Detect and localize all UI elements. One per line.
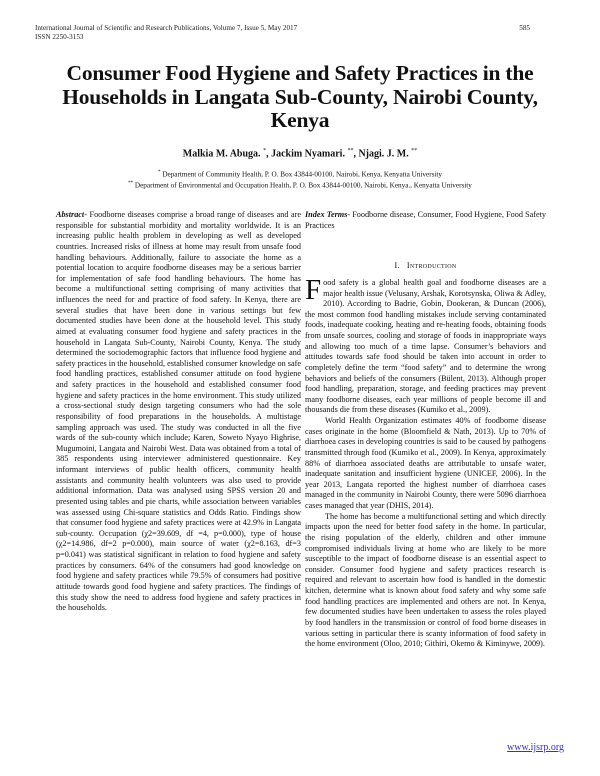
author-name: , Jackim Nyamari. <box>266 148 348 160</box>
section-heading-introduction: I. Introduction <box>394 261 457 271</box>
issn: ISSN 2250-3153 <box>35 33 84 41</box>
abstract-label: Abstract <box>56 210 85 219</box>
index-terms-text: - Foodborne disease, Consumer, Food Hygiene, Food Safety Practices <box>305 210 547 230</box>
abstract-text: - Foodborne diseases comprise a broad range of diseases and are responsible for substantial morbidity and mortality worldwide. It is an increasing public health problem in developing as well as developed countries. Increased risks of illness at home may result from unsafe food handling behaviours. Additionally, failure to associate the home as a potential location to acquire foodborne diseases may be a serious barrier for implementation of safe food handling behaviours. The home has become a multifunctional setting comprising of many activities that influences the need for and practice of food safety. In Kenya, there are several studies that have been done in various settings but few documented studies have been done at the household level. This study aimed at evaluating consumer food hygiene and safety practices in the household in Langata Sub-County, Nairobi County, Kenya. The study determined the sociodemographic factors that influence food hygiene and safety practices in the household, established consumer knowledge on safe food handling practices, established consumer attitude on food hygiene and safety practices in the household and established consumer food hygiene and safety practices in the home environment. This study utilized a cross-sectional study design targeting consumers who had the sole responsibility of food preparations in the households. A multistage sampling approach was used. The study was conducted in all the five wards of the sub-county which include; Karen, Soweto Nyayo Highrise, Mugumoini, Langata and Nairobi West. Data was obtained from a total of 385 respondents using interviewer administered questionnaire. Key informant interviews of public health officers, community health assistants and community health volunteers was also used to provide additional information. Data was analysed using SPSS version 20 and presented using tables and pie charts, while association between variables was assessed using Chi-square statistics and Odds Ratio. Findings show that consumer food hygiene and safety practices were at 42.9% in Langata sub-county. Occupation (χ2=39.609, df =4, p=0.000), type of house (χ2=14.986, df=2 p=0.000), main source of water (χ2=8.163, df=3 p=0.041) was statistical significant in relation to food hygiene and safety practices by consumers. 64% of the consumers had good knowledge on food hygiene and safety practices while 79.5% of consumers had positive attitude towards good food hygiene and safety practices. The findings of this study show the need to address food hygiene and safety practices in the households. <box>56 210 301 613</box>
running-header <box>35 24 297 42</box>
drop-cap: F <box>305 273 322 306</box>
author-name: Malkia M. Abuga. <box>182 148 264 160</box>
intro-paragraph-2: World Health Organization estimates 40% of foodborne disease cases originate in the home (Bloomfield & Nath, 2013). Up to 70% of diarrhoea cases in developing countries is said to be caused by pathogens transmitted through food (Kumiko et al., 2009). In Kenya, approximately 88% of diarrhoea associated deaths are attributable to unsafe water, inadequate sanitation and insufficient hygiene (UNICEF, 2006). In the year 2013, Langata reported the highest number of diarrhoea cases managed in the community in Nairobi County, there were 5096 diarrhoea cases managed that year (DHIS, 2014). <box>305 416 546 510</box>
affiliations <box>40 168 560 191</box>
author-mark: ** <box>347 148 354 154</box>
author-name: , Njagi. J. M. <box>353 148 412 160</box>
abstract <box>56 210 301 614</box>
journal-citation: International Journal of Scientific and Research Publications, Volume 7, Issue 5, May 2017 <box>35 24 298 32</box>
title-line-3: Kenya <box>270 108 330 132</box>
intro-paragraph-1: Food safety is a global health goal and foodborne diseases are a major health issue (Velusany, Arshak, Korotsynska, Oliwa & Adley, 2010). According to Badrie, Gobin, Dookeran, & Duncan (2006), the most common food handling mistakes include serving contaminated foods, inadequate cooking, heating and re-heating foods, obtaining foods from unsafe sources, cooling and storage of foods in inappropriate ways and allowing too much of a time lapse. Consumer’s behaviors and attitudes towards safe food should be taken into account in order to completely define the term “food safety” and to determine the wrong behaviors and beliefs of the consumers (Bülent, 2013). Although proper food handling, preparation, storage, and feeding practices may prevent many foodborne diseases, each year millions of people become ill and thousands die from these diseases (Kumiko et al., 2009). <box>305 273 546 415</box>
left-column <box>56 210 301 614</box>
page-number: 585 <box>519 24 530 32</box>
author-mark: * <box>263 148 267 154</box>
title-line-1: Consumer Food Hygiene and Safety Practices in the <box>66 61 534 85</box>
index-terms <box>305 210 546 231</box>
right-column <box>305 210 546 650</box>
author-mark: ** <box>411 148 418 154</box>
affiliation: ** Department of Environmental and Occupation Health, P. O. Box 43844-00100, Nairobi, Kenya., Kenyatta University <box>128 181 472 190</box>
title-line-2: Households in Langata Sub-County, Nairobi County, <box>62 84 538 109</box>
author-list <box>40 148 560 159</box>
index-terms-label: Index Terms <box>305 210 348 219</box>
intro-paragraph-3: The home has become a multifunctional setting and which directly impacts upon the need for better food safety in the home. In particular, the rising population of the elderly, children and other immune compromised individuals living at home who are likely to be more susceptible to the impact of foodborne disease is an essential aspect to consider. Consumer food hygiene and safety practices research is required and relevant to ascertain how food is handled in the domestic kitchen, determine what is known about food safety and why some safe food handling practices are implemented and others are not. In Kenya, few documented studies have been undertaken to assess the roles played by food handlers in the transmission or control of food borne diseases in various setting in particular there is scanty information of food safety in the home environment (Oloo, 2010; Githiri, Okemo & Kiminywe, 2009). <box>305 511 546 649</box>
affiliation: * Department of Community Health, P. O. Box 43844-00100, Nairobi, Kenya, Kenyatta University <box>158 170 442 179</box>
paper-title <box>40 62 560 133</box>
journal-website-link[interactable]: www.ijsrp.org <box>507 742 564 753</box>
